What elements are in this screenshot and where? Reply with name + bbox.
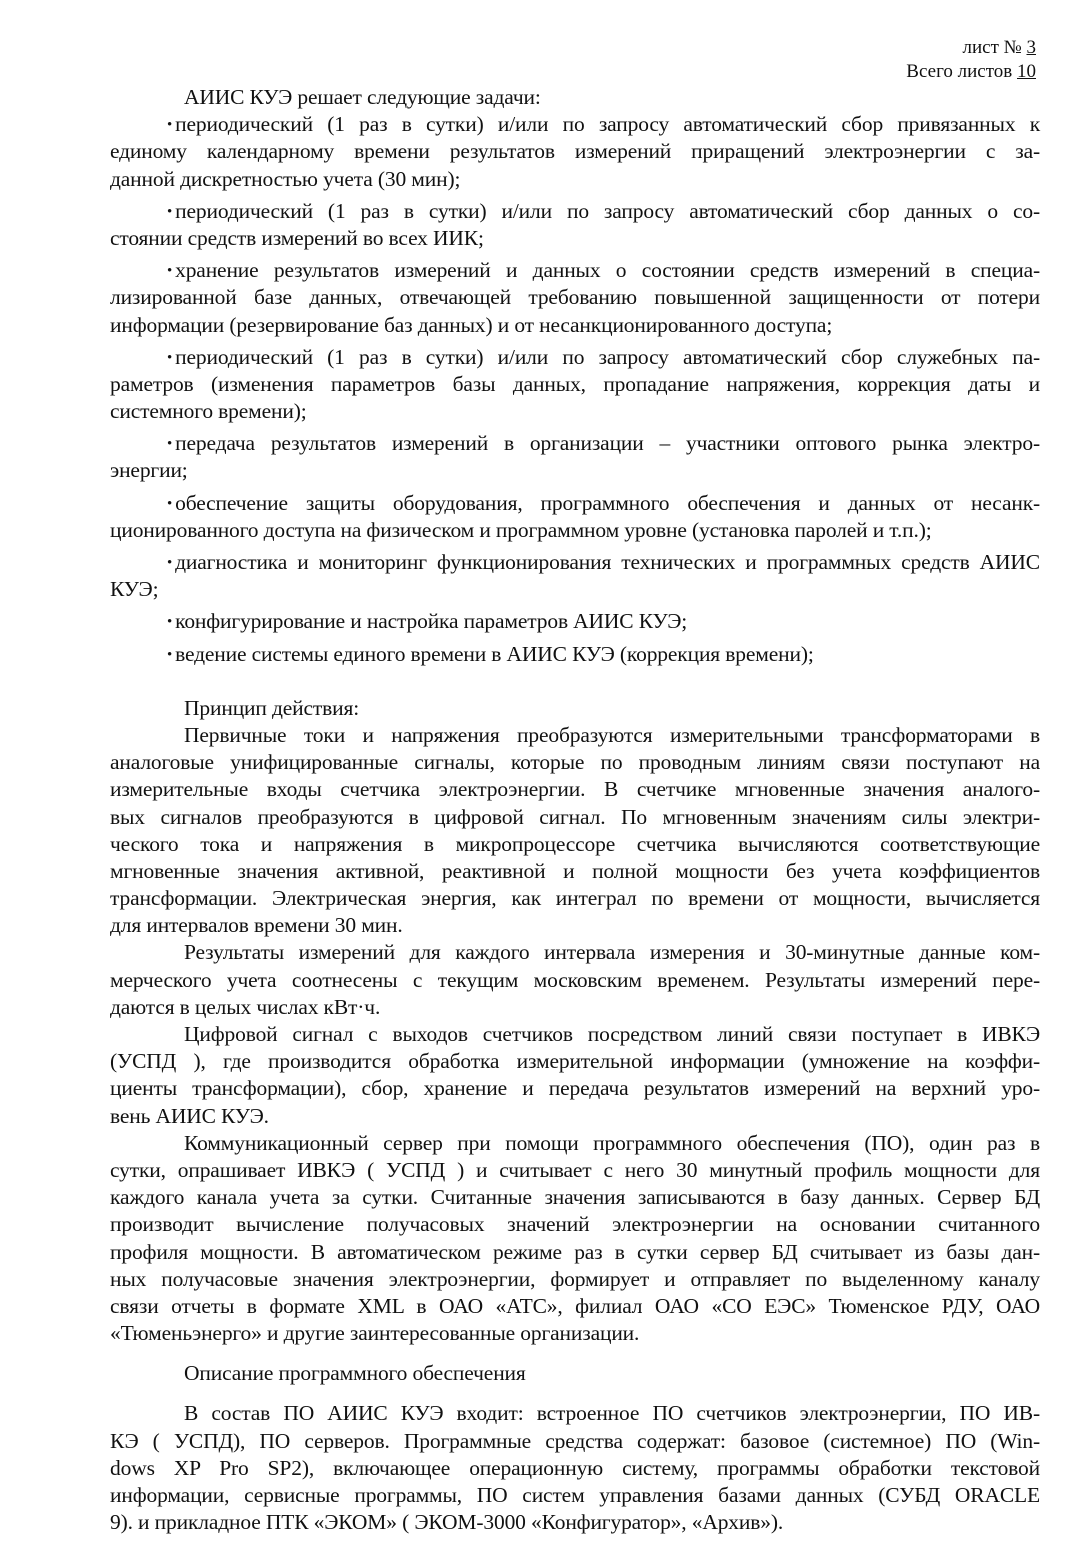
bullet-icon: • (167, 117, 173, 134)
principle-line: профиля мощности. В автоматическом режиме раз в сутки сервер БД считывает из базы дан- (110, 1239, 1040, 1264)
principle-line: циенты трансформации), сбор, хранение и передача результатов измерений на верхний уро- (110, 1076, 1040, 1101)
bullet-icon: • (167, 646, 173, 663)
software-line: КЭ ( УСПД), ПО серверов. Программные средства содержат: базовое (системное) ПО (Win- (110, 1428, 1040, 1453)
principle-line: сутки, опрашивает ИВКЭ ( УСПД ) и считывает с него 30 минутный профиль мощности для (110, 1157, 1040, 1182)
sheet-number-line (906, 36, 1036, 60)
tasks-list (110, 111, 1040, 668)
task-line: единому календарному времени результатов измерений приращений электроэнергии с за- (110, 139, 1040, 164)
principle-line: мерческого учета соотнесены с текущим московским временем. Результаты измерений пере- (110, 967, 1040, 992)
bullet-icon: • (167, 263, 173, 280)
principle-line: ных получасовые значения электроэнергии, формирует и отправляет по выделенному каналу (110, 1266, 1040, 1291)
task-line: • передача результатов измерений в организации – участники оптового рынка электро- (167, 431, 1040, 456)
principle-line: каждого канала учета за сутки. Считанные значения записываются в базу данных. Сервер БД (110, 1185, 1040, 1210)
task-item (110, 257, 1040, 339)
software-line: 9). и прикладное ПТК «ЭКОМ» ( ЭКОМ-3000 «Конфигуратор», «Архив»). (110, 1510, 784, 1535)
task-line: • ведение системы единого времени в АИИС КУЭ (коррекция времени); (167, 641, 814, 666)
task-line: системного времени); (110, 399, 307, 424)
document-body (110, 84, 1040, 1536)
bullet-icon: • (167, 436, 173, 453)
principle-line: аналоговые унифицированные сигналы, которые по проводным линиям связи поступают на (110, 750, 1040, 775)
tasks-intro: АИИС КУЭ решает следующие задачи: (184, 85, 541, 109)
sheet-number: 3 (1026, 37, 1036, 58)
task-line: • периодический (1 раз в сутки) и/или по запросу автоматический сбор привязанных к (167, 112, 1040, 137)
task-line: • периодический (1 раз в сутки) и/или по запросу автоматический сбор служебных па- (167, 344, 1040, 369)
task-line: КУЭ; (110, 577, 159, 602)
principle-line: Результаты измерений для каждого интервала измерения и 30-минутные данные ком- (184, 940, 1040, 965)
task-line: стоянии средств измерений во всех ИИК; (110, 225, 484, 250)
principle-line: даются в целых числах кВт·ч. (110, 994, 381, 1019)
principle-paragraph (110, 722, 1040, 940)
software-heading: Описание программного обеспечения (184, 1361, 526, 1386)
principle-line: измерительные входы счетчика электроэнергии. В счетчике мгновенные значения аналого- (110, 777, 1040, 802)
task-line: информации (резервирование баз данных) и от несанкционированного доступа; (110, 312, 833, 337)
task-line: раметров (изменения параметров базы данных, пропадание напряжения, коррекция даты и (110, 371, 1040, 396)
principle-paragraph (110, 1021, 1040, 1130)
principle-line: Первичные токи и напряжения преобразуются измерительными трансформаторами в (184, 722, 1040, 747)
task-line: • диагностика и мониторинг функционирования технических и программных средств АИИС (167, 550, 1040, 574)
principle-line: Цифровой сигнал с выходов счетчиков посредством линий связи поступает в ИВКЭ (184, 1022, 1040, 1046)
task-line: данной дискретностью учета (30 мин); (110, 166, 461, 191)
task-line: энергии; (110, 458, 188, 483)
principle-paragraph (110, 939, 1040, 1021)
principle-line: вень АИИС КУЭ. (110, 1103, 269, 1128)
software-section (110, 1360, 1040, 1536)
task-line: лизированной базе данных, отвечающей требованию повышенной защищенности от потери (110, 285, 1040, 310)
software-paragraph (110, 1400, 1040, 1536)
total-number: 10 (1017, 61, 1036, 82)
principle-line: производит вычисление получасовых значений электроэнергии на основании считанного (110, 1212, 1040, 1237)
principle-heading: Принцип действия: (184, 695, 360, 720)
task-line: • периодический (1 раз в сутки) и/или по запросу автоматический сбор данных о со- (167, 198, 1040, 223)
bullet-icon: • (167, 555, 173, 571)
task-item (110, 641, 1040, 668)
principle-line: для интервалов времени 30 мин. (110, 913, 403, 938)
principle-paragraph (110, 1130, 1040, 1348)
sheet-label: лист № (962, 37, 1022, 58)
principle-line: вых сигналов преобразуются в цифровой сигнал. По мгновенным значениям силы электри- (110, 804, 1040, 829)
software-line: информации, сервисные программы, ПО систем управления базами данных (СУБД ORACLE (110, 1483, 1040, 1507)
tasks-section (110, 84, 1040, 668)
principle-section (110, 695, 1040, 1348)
task-line: • обеспечение защиты оборудования, программного обеспечения и данных от несанк- (167, 490, 1040, 515)
task-line: • конфигурирование и настройка параметров АИИС КУЭ; (167, 609, 688, 634)
software-line: dows XP Pro SP2), включающее операционную систему, программы обработки текстовой (110, 1455, 1040, 1480)
task-item (110, 608, 1040, 635)
bullet-icon: • (167, 203, 173, 220)
task-line: • хранение результатов измерений и данных о состоянии средств измерений в специа- (167, 258, 1040, 283)
task-item (110, 344, 1040, 426)
principle-line: «Тюменьэнерго» и другие заинтересованные организации. (110, 1321, 640, 1346)
principle-line: мгновенные значения активной, реактивной и полной мощности без учета коэффициентов (110, 858, 1040, 883)
principle-line: связи отчеты в формате XML в ОАО «АТС», филиал ОАО «СО ЕЭС» Тюменское РДУ, ОАО (110, 1293, 1040, 1318)
principle-line: трансформации. Электрическая энергия, как интеграл по времени от мощности, вычисляется (110, 886, 1040, 911)
principle-paragraphs (110, 722, 1040, 1347)
principle-line: Коммуникационный сервер при помощи программного обеспечения (ПО), один раз в (184, 1130, 1040, 1155)
task-item (110, 111, 1040, 193)
task-item (110, 549, 1040, 603)
total-sheets-line (906, 60, 1036, 84)
sheet-info (906, 36, 1036, 84)
principle-line: (УСПД ), где производится обработка измерительной информации (умножение на коэффи- (110, 1049, 1040, 1074)
bullet-icon: • (167, 349, 173, 366)
bullet-icon: • (167, 614, 173, 631)
task-item (110, 490, 1040, 544)
software-line: В состав ПО АИИС КУЭ входит: встроенное ПО счетчиков электроэнергии, ПО ИВ- (184, 1401, 1040, 1426)
bullet-icon: • (167, 495, 173, 512)
task-line: ционированного доступа на физическом и программном уровне (установка паролей и т.п.); (110, 517, 932, 542)
total-label: Всего листов (906, 61, 1013, 82)
task-item (110, 198, 1040, 252)
task-item (110, 430, 1040, 484)
principle-line: ческого тока и напряжения в микропроцессоре счетчика вычисляются соответствующие (110, 831, 1040, 856)
